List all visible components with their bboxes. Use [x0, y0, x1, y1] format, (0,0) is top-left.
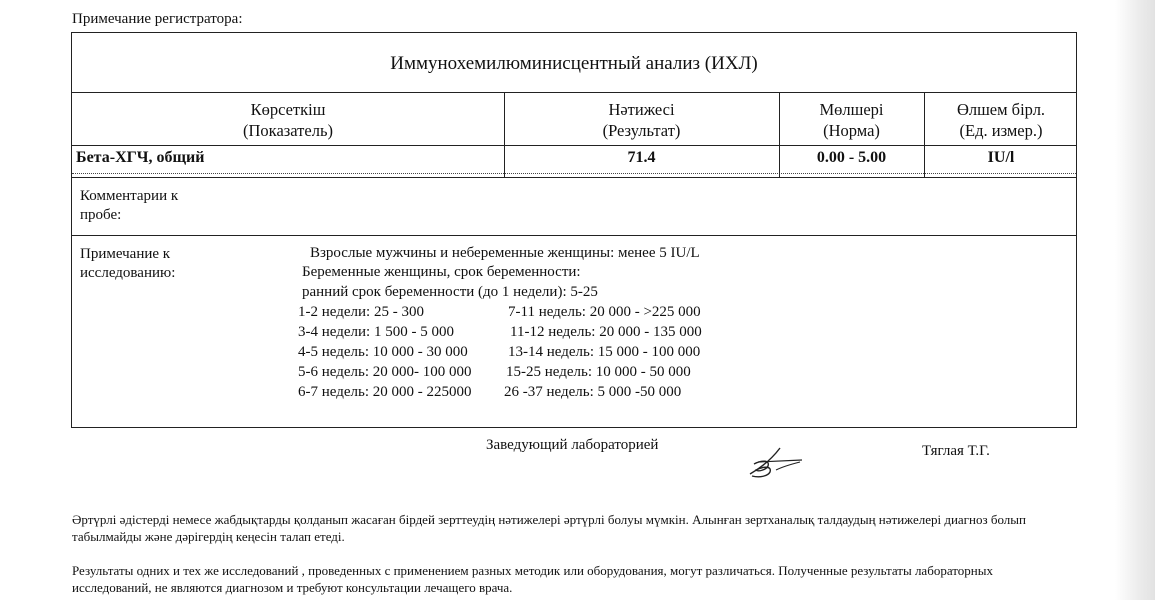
- indicator-cell: Бета-ХГЧ, общий: [76, 149, 205, 166]
- lab-head-label: Заведующий лабораторией: [486, 437, 659, 453]
- note-line: 6-7 недель: 20 000 - 225000: [298, 384, 472, 400]
- header-result: Нәтижесі (Результат): [602, 100, 681, 140]
- registrar-note-label: Примечание регистратора:: [72, 11, 243, 27]
- header-divider: [72, 145, 1076, 146]
- note-line: 4-5 недель: 10 000 - 30 000: [298, 344, 468, 360]
- analysis-title: Иммунохемилюминисцентный анализ (ИХЛ): [390, 53, 758, 74]
- row-divider: [72, 173, 1076, 174]
- row-divider-2: [72, 177, 1076, 178]
- page-edge-shadow: [1115, 0, 1155, 600]
- header-indicator: Көрсеткіш (Показатель): [243, 100, 333, 140]
- header-norm: Мөлшері (Норма): [819, 100, 884, 140]
- note-line: 3-4 недели: 1 500 - 5 000: [298, 324, 454, 340]
- results-table: [71, 32, 1077, 428]
- disclaimer-ru: Результаты одних и тех же исследований , проведенных с применением разных методик или оборудования, могут различаться. Полученные результаты лабораторных исследований, не являются диагнозом и требуют консультации лечащего врача.: [72, 563, 993, 595]
- norm-cell: 0.00 - 5.00: [816, 149, 887, 166]
- comment-divider: [72, 235, 1076, 236]
- study-note-label: Примечание к исследованию:: [80, 246, 176, 281]
- result-cell: 71.4: [627, 149, 656, 166]
- note-line: 26 -37 недель: 5 000 -50 000: [504, 384, 682, 400]
- sample-comment-label: Комментарии к пробе:: [80, 188, 179, 223]
- note-line: 13-14 недель: 15 000 - 100 000: [508, 344, 701, 360]
- note-line: 1-2 недели: 25 - 300: [298, 304, 424, 320]
- header-unit: Өлшем бірл. (Ед. измер.): [956, 100, 1046, 140]
- note-line: Беременные женщины, срок беременности:: [302, 264, 581, 280]
- signature-image: [740, 440, 810, 480]
- note-line: Взрослые мужчины и небеременные женщины: менее 5 IU/L: [310, 245, 700, 261]
- disclaimer-kz: Әртүрлі әдістерді немесе жабдықтарды қолданып жасаған бірдей зерттеудің нәтижелері әртүрлі болуы мүмкін. Алынған зертханалық талдаудың нәтижелері диагноз болып табылмайды және дәрігердің кеңесін талап етеді.: [72, 512, 1026, 544]
- note-line: 7-11 недель: 20 000 - >225 000: [508, 304, 701, 320]
- note-line: 11-12 недель: 20 000 - 135 000: [510, 324, 702, 340]
- title-divider: [72, 92, 1076, 93]
- lab-head-name: Тяглая Т.Г.: [922, 443, 990, 459]
- unit-cell: IU/l: [987, 149, 1015, 166]
- note-line: ранний срок беременности (до 1 недели): 5-25: [302, 284, 598, 300]
- note-line: 15-25 недель: 10 000 - 50 000: [506, 364, 691, 380]
- note-line: 5-6 недель: 20 000- 100 000: [298, 364, 472, 380]
